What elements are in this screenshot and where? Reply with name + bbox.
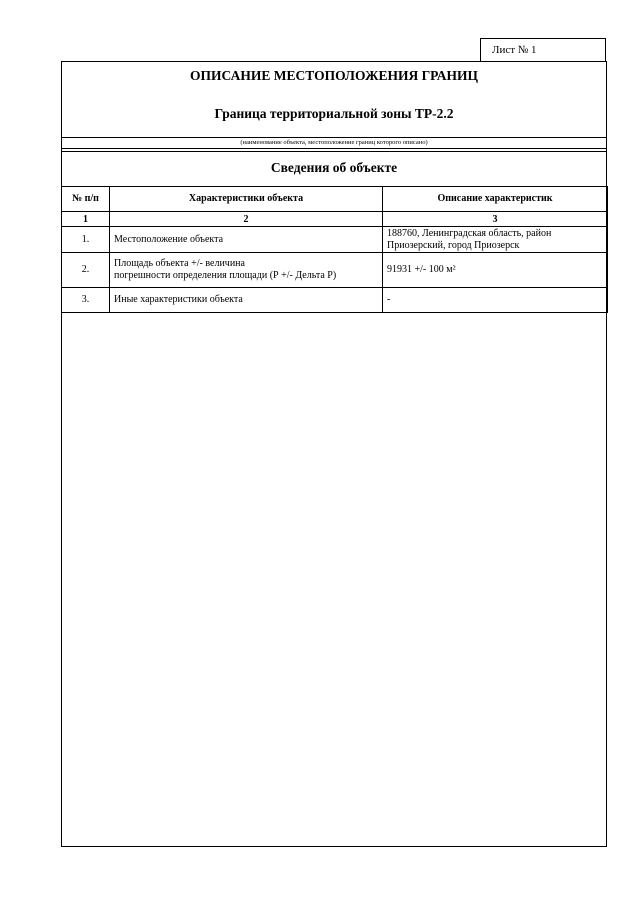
object-caption: (наименование объекта, местоположение границ которого описано) [240,139,428,146]
column-number-row [62,212,608,227]
characteristic-line: погрешности определения площади (Р +/- Дельта Р) [114,270,337,281]
characteristic-line: Площадь объекта +/- величина [114,258,245,269]
document-frame [61,61,607,847]
column-header: Характеристики объекта [110,187,383,212]
column-number: 1 [62,212,110,227]
description-cell [383,227,608,253]
table-header-row [62,187,608,212]
characteristic-cell: Местоположение объекта [110,227,383,253]
description-cell: 91931 +/- 100 м² [383,253,608,288]
zone-name: Граница территориальной зоны ТР-2.2 [214,106,454,121]
characteristic-cell: Иные характеристики объекта [110,288,383,313]
column-header: № п/п [62,187,110,212]
table-row [62,253,608,288]
sheet-number: Лист № 1 [480,38,606,61]
description-cell: - [383,288,608,313]
column-header: Описание характеристик [383,187,608,212]
characteristic-cell [110,253,383,288]
table-row [62,227,608,253]
section-title: Сведения об объекте [270,160,398,175]
document-title: ОПИСАНИЕ МЕСТОПОЛОЖЕНИЯ ГРАНИЦ [190,68,478,83]
description-line: 188760, Ленинградская область, район [387,227,552,239]
row-number: 1. [62,227,110,253]
column-number: 3 [383,212,608,227]
table-row [62,288,608,313]
object-info-table [61,186,608,313]
section-divider [62,148,606,149]
column-number: 2 [110,212,383,227]
row-number: 2. [62,253,110,288]
description-line: Приозерский, город Приозерск [387,239,520,251]
section-divider [62,151,606,152]
row-number: 3. [62,288,110,313]
